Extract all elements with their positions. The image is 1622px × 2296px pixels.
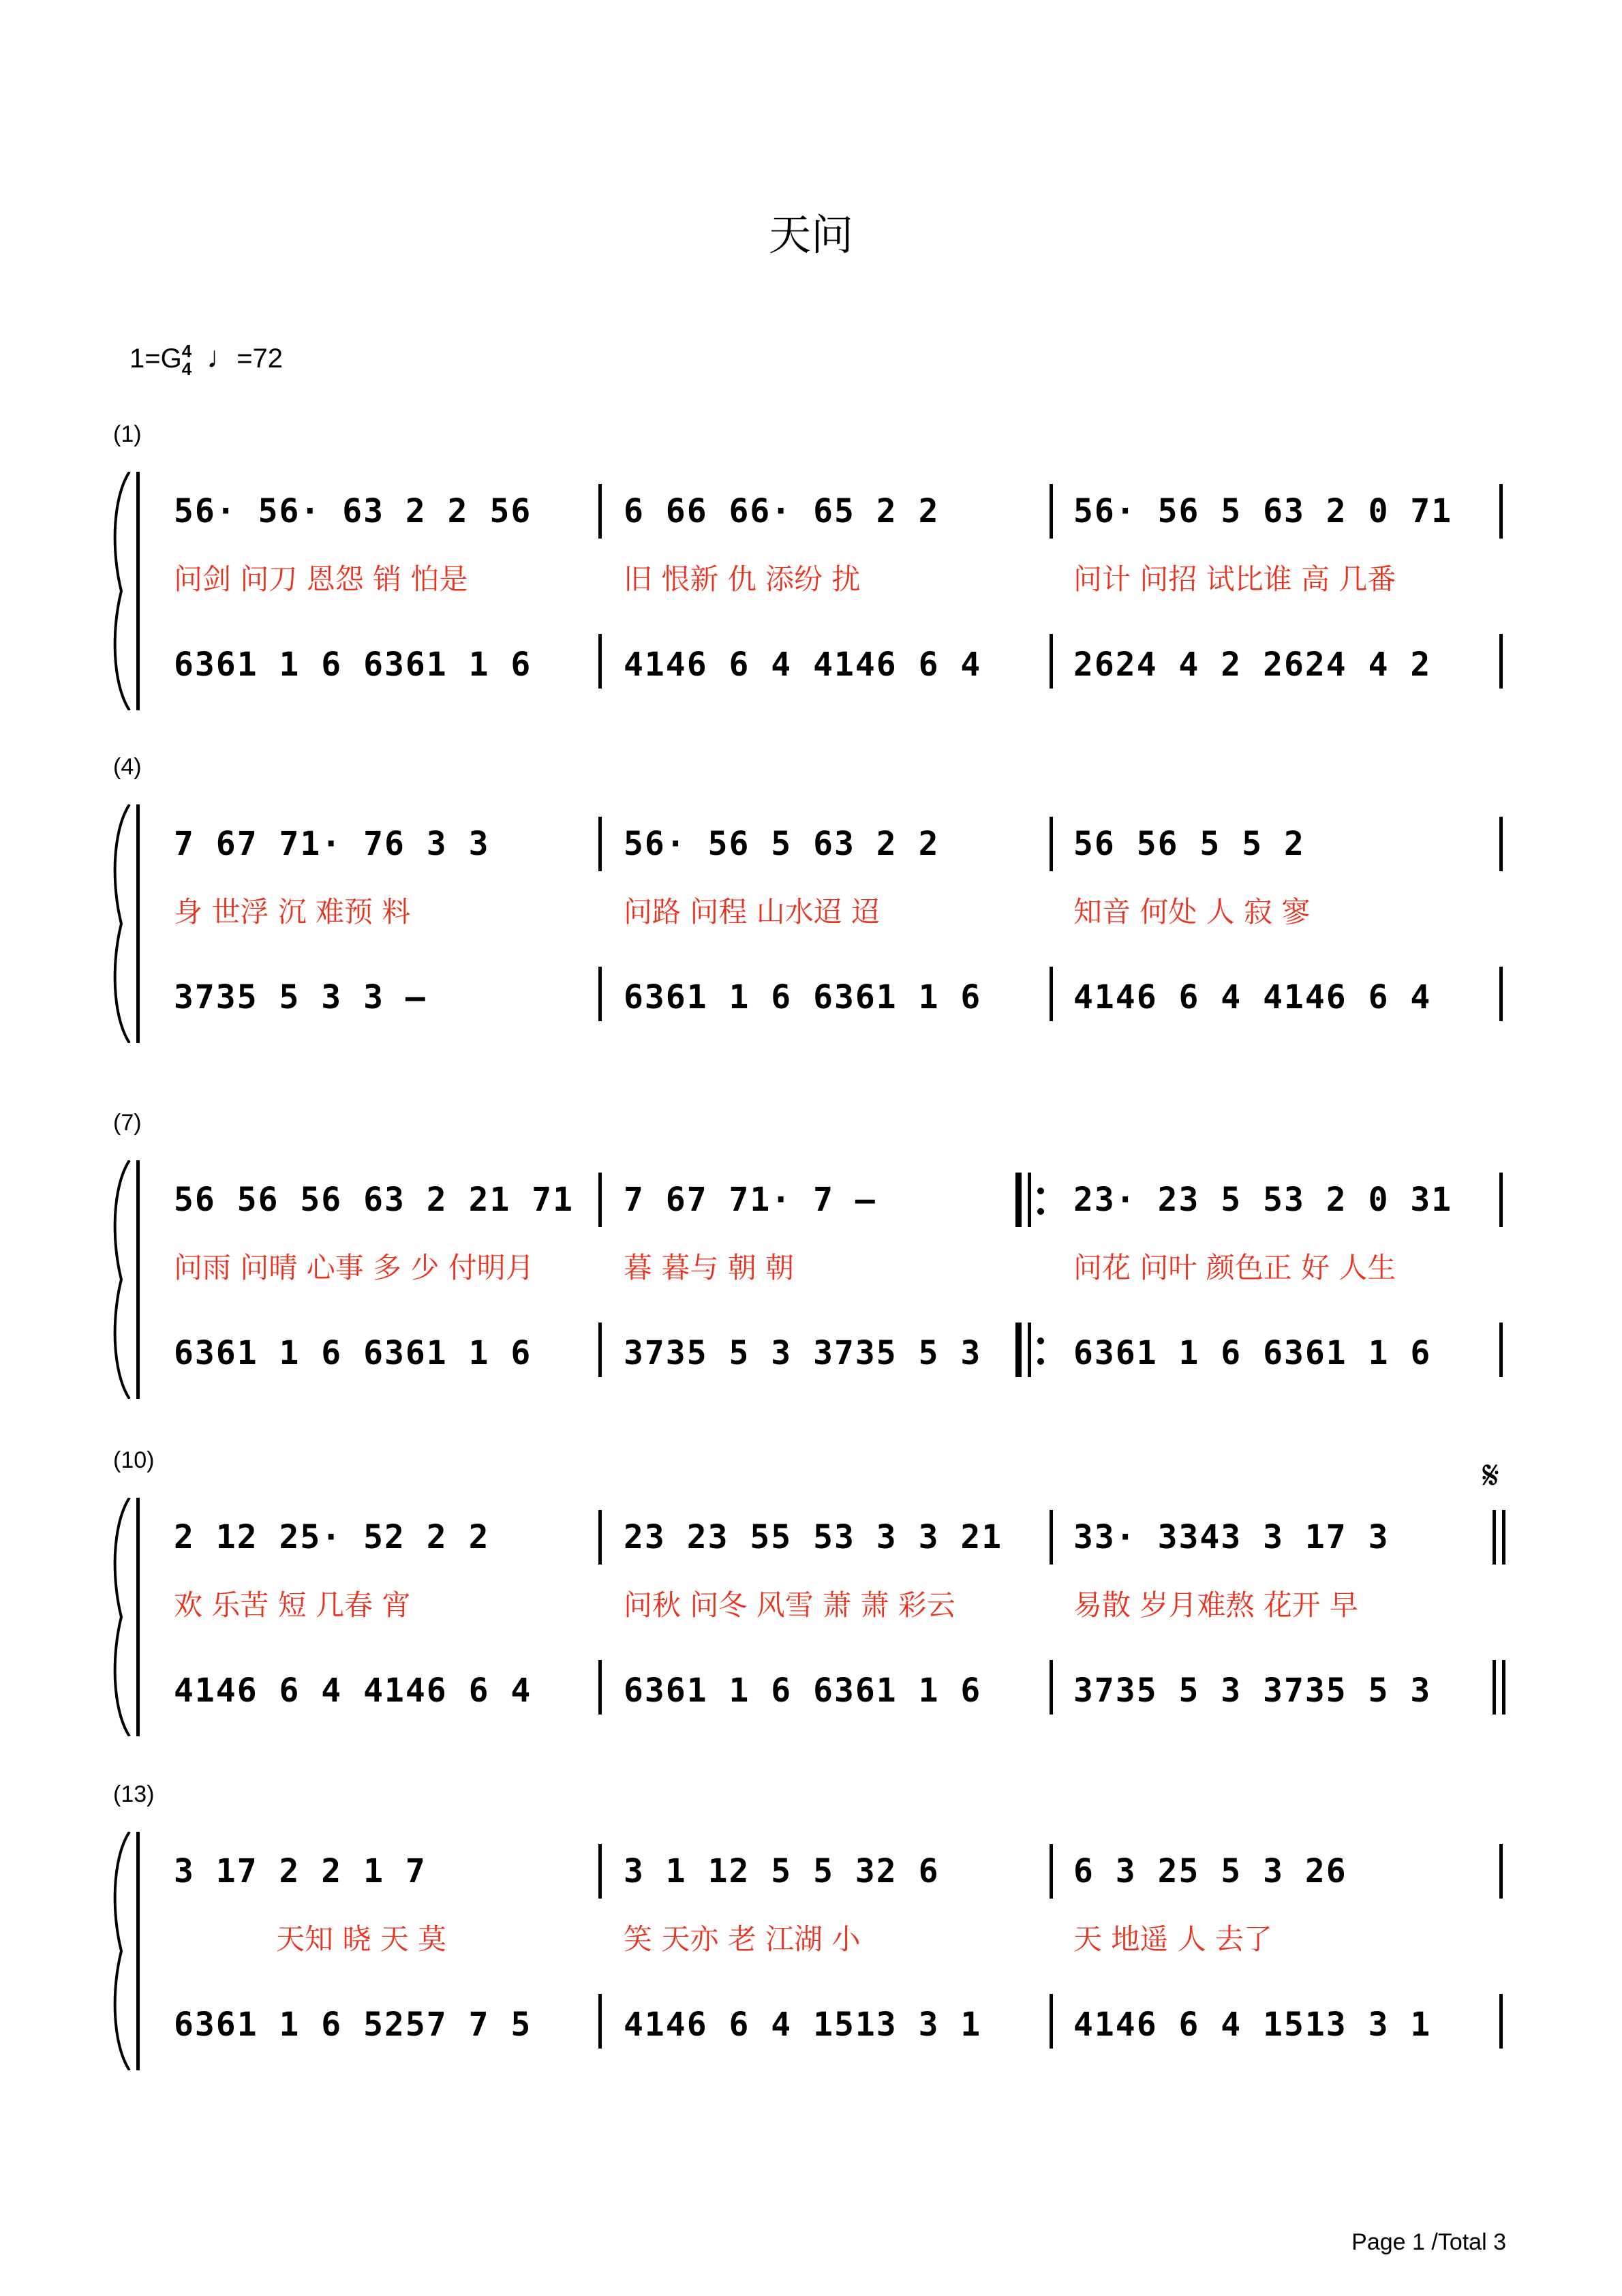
melody-staff xyxy=(174,1851,1612,1892)
barline xyxy=(598,817,602,871)
lyrics-line xyxy=(174,1585,1612,1626)
melody-measure: 23 23 55 53 3 3 21 xyxy=(624,1518,1003,1556)
bass-measure: 6361 1 6 6361 1 6 xyxy=(624,978,982,1016)
barline xyxy=(598,1660,602,1715)
segno-icon: 𝄋 xyxy=(1482,1452,1499,1498)
score-header xyxy=(129,341,283,378)
melody-measure: 56· 56 5 63 2 0 71 xyxy=(1073,492,1453,530)
melody-measure: 6 3 25 5 3 26 xyxy=(1073,1852,1347,1890)
repeat-start-barline xyxy=(1028,1173,1031,1227)
repeat-start-barline xyxy=(1015,1323,1022,1377)
barline xyxy=(598,1323,602,1377)
barline xyxy=(598,967,602,1021)
melody-staff xyxy=(174,824,1612,864)
lyrics-line xyxy=(174,892,1612,933)
double-barline xyxy=(1502,1510,1505,1565)
barline xyxy=(1499,967,1503,1021)
melody-measure: 56· 56· 63 2 2 56 xyxy=(174,492,532,530)
melody-staff xyxy=(174,1517,1612,1558)
lyric-segment: 问计 问招 试比谁 高 几番 xyxy=(1073,562,1396,596)
system-line xyxy=(136,472,140,710)
bass-staff xyxy=(174,2004,1612,2045)
double-barline xyxy=(1502,1660,1505,1715)
bass-measure: 3735 5 3 3 – xyxy=(174,978,427,1016)
lyric-segment: 问雨 问晴 心事 多 少 付明月 xyxy=(174,1251,534,1284)
double-barline xyxy=(1493,1510,1496,1565)
system-line xyxy=(136,1832,140,2070)
system-4 xyxy=(109,1447,1513,1742)
repeat-start-barline xyxy=(1028,1323,1031,1377)
bass-staff xyxy=(174,1670,1612,1711)
barline xyxy=(598,1173,602,1227)
lyric-segment: 旧 恨新 仇 添纷 扰 xyxy=(624,562,861,596)
barline xyxy=(598,634,602,689)
melody-staff xyxy=(174,1179,1612,1220)
measure-number: (4) xyxy=(113,754,142,780)
barline xyxy=(1050,484,1053,539)
barline xyxy=(1499,1994,1503,2049)
double-barline xyxy=(1493,1660,1496,1715)
melody-staff xyxy=(174,491,1612,532)
barline xyxy=(1499,634,1503,689)
brace-icon xyxy=(109,1832,147,2070)
bass-measure: 6361 1 6 6361 1 6 xyxy=(1073,1334,1432,1372)
barline xyxy=(1499,817,1503,871)
lyric-segment: 暮 暮与 朝 朝 xyxy=(624,1251,795,1284)
barline xyxy=(1050,634,1053,689)
barline xyxy=(1050,967,1053,1021)
measure-number: (1) xyxy=(113,421,142,447)
bass-staff xyxy=(174,644,1612,685)
repeat-dot xyxy=(1037,1188,1044,1194)
barline xyxy=(1050,1660,1053,1715)
lyric-segment: 笑 天亦 老 江湖 小 xyxy=(624,1922,861,1956)
barline xyxy=(1499,484,1503,539)
lyric-segment: 欢 乐苦 短 几春 宵 xyxy=(174,1588,411,1622)
brace-icon xyxy=(109,472,147,710)
lyric-segment: 问花 问叶 颜色正 好 人生 xyxy=(1073,1251,1396,1284)
bass-measure: 4146 6 4 4146 6 4 xyxy=(1073,978,1432,1016)
melody-measure: 2 12 25· 52 2 2 xyxy=(174,1518,490,1556)
lyric-segment: 天知 晓 天 莫 xyxy=(276,1922,447,1956)
melody-measure: 3 1 12 5 5 32 6 xyxy=(624,1852,940,1890)
measure-number: (7) xyxy=(113,1110,142,1136)
bass-measure: 6361 1 6 6361 1 6 xyxy=(174,1334,532,1372)
quarter-note-icon: ♩ xyxy=(206,341,237,374)
lyric-segment: 问剑 问刀 恩怨 销 怕是 xyxy=(174,562,468,596)
repeat-dot xyxy=(1037,1338,1044,1344)
bass-measure: 4146 6 4 1513 3 1 xyxy=(624,2006,982,2044)
melody-measure: 23· 23 5 53 2 0 31 xyxy=(1073,1181,1453,1219)
time-signature: 4 4 xyxy=(181,341,192,380)
repeat-dot xyxy=(1037,1358,1044,1365)
melody-measure: 56· 56 5 63 2 2 xyxy=(624,825,940,863)
melody-measure: 56 56 5 5 2 xyxy=(1073,825,1305,863)
system-2 xyxy=(109,754,1513,1048)
system-1 xyxy=(109,421,1513,716)
melody-measure: 3 17 2 2 1 7 xyxy=(174,1852,427,1890)
lyric-segment: 易散 岁月难熬 花开 早 xyxy=(1073,1588,1359,1622)
key-signature: 1=G xyxy=(129,344,182,374)
lyric-segment: 身 世浮 沉 难预 料 xyxy=(174,895,411,928)
melody-measure: 6 66 66· 65 2 2 xyxy=(624,492,940,530)
repeat-start-barline xyxy=(1015,1173,1022,1227)
melody-measure: 56 56 56 63 2 21 71 xyxy=(174,1181,575,1219)
barline xyxy=(598,1510,602,1565)
barline xyxy=(1050,1510,1053,1565)
barline xyxy=(1050,817,1053,871)
measure-number: (10) xyxy=(113,1447,155,1473)
lyric-segment: 天 地遥 人 去了 xyxy=(1073,1922,1273,1956)
melody-measure: 7 67 71· 76 3 3 xyxy=(174,825,490,863)
bass-measure: 4146 6 4 1513 3 1 xyxy=(1073,2006,1432,2044)
lyrics-line xyxy=(174,1248,1612,1288)
page-footer: Page 1 /Total 3 xyxy=(1351,2229,1506,2255)
barline xyxy=(1050,1994,1053,2049)
system-line xyxy=(136,1160,140,1399)
bass-measure: 2624 4 2 2624 4 2 xyxy=(1073,646,1432,684)
melody-measure: 7 67 71· 7 – xyxy=(624,1181,876,1219)
barline xyxy=(1499,1323,1503,1377)
barline xyxy=(1499,1844,1503,1899)
repeat-dot xyxy=(1037,1208,1044,1215)
measure-number: (13) xyxy=(113,1781,155,1807)
lyric-segment: 问路 问程 山水迢 迢 xyxy=(624,895,881,928)
brace-icon xyxy=(109,804,147,1043)
bass-measure: 6361 1 6 6361 1 6 xyxy=(624,1672,982,1710)
score-title: 天问 xyxy=(768,210,853,260)
brace-icon xyxy=(109,1498,147,1736)
lyrics-line xyxy=(174,1919,1612,1960)
system-line xyxy=(136,1498,140,1736)
melody-measure: 33· 3343 3 17 3 xyxy=(1073,1518,1390,1556)
bass-staff xyxy=(174,1333,1612,1374)
bass-measure: 3735 5 3 3735 5 3 xyxy=(624,1334,982,1372)
bass-measure: 4146 6 4 4146 6 4 xyxy=(624,646,982,684)
barline xyxy=(598,1994,602,2049)
lyric-segment: 知音 何处 人 寂 寥 xyxy=(1073,895,1311,928)
lyric-segment: 问秋 问冬 风雪 萧 萧 彩云 xyxy=(624,1588,955,1622)
barline xyxy=(598,484,602,539)
bass-measure: 6361 1 6 6361 1 6 xyxy=(174,646,532,684)
brace-icon xyxy=(109,1160,147,1399)
system-line xyxy=(136,804,140,1043)
barline xyxy=(598,1844,602,1899)
system-5 xyxy=(109,1781,1513,2076)
barline xyxy=(1050,1844,1053,1899)
tempo-value: =72 xyxy=(236,344,284,374)
bass-staff xyxy=(174,977,1612,1018)
system-3 xyxy=(109,1110,1513,1404)
bass-measure: 4146 6 4 4146 6 4 xyxy=(174,1672,532,1710)
barline xyxy=(1499,1173,1503,1227)
lyrics-line xyxy=(174,559,1612,600)
bass-measure: 3735 5 3 3735 5 3 xyxy=(1073,1672,1432,1710)
bass-measure: 6361 1 6 5257 7 5 xyxy=(174,2006,532,2044)
